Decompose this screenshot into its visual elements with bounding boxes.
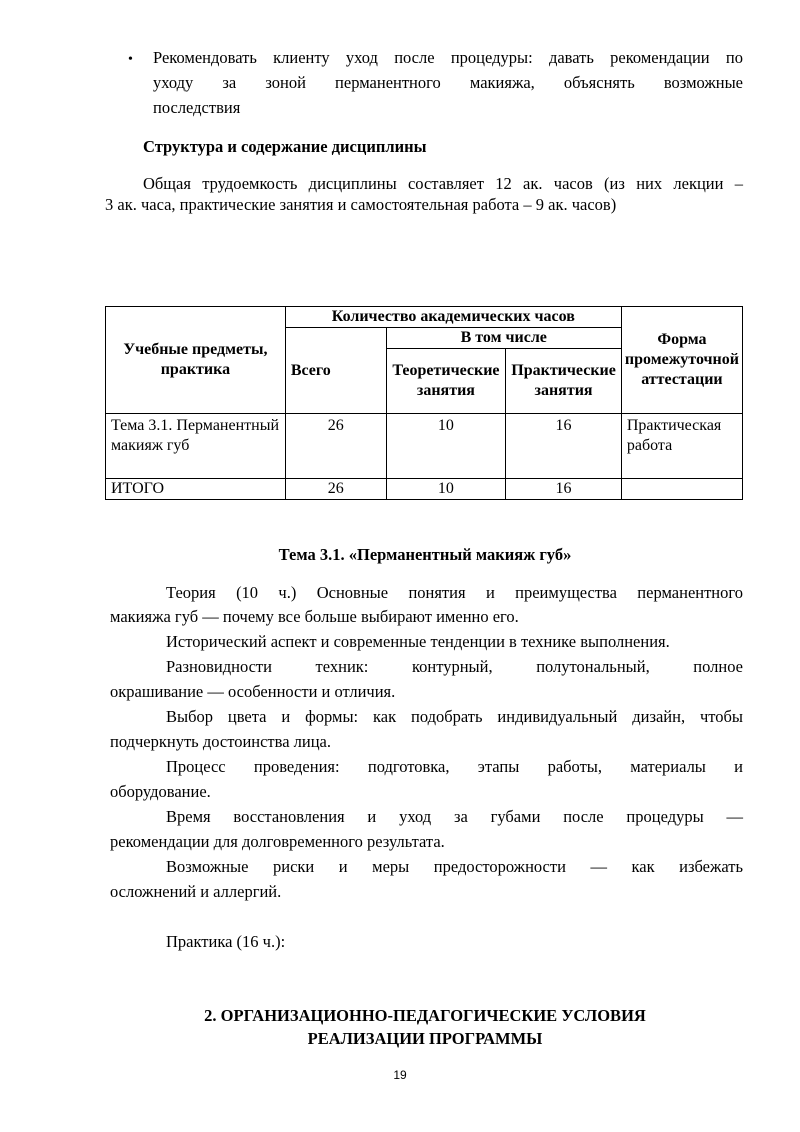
header-including: В том числе	[386, 328, 621, 349]
theory-p4-line2: подчеркнуть достоинства лица.	[110, 732, 332, 751]
practice-heading: Практика (16 ч.):	[166, 932, 286, 951]
bullet-text-line-2: уходу за зоной перманентного макияжа, объяснять возможные	[153, 73, 743, 92]
row-subject: Тема 3.1. Перманентный макияж губ	[106, 414, 286, 479]
total-form	[621, 479, 742, 500]
theory-p1-line2: макияжа губ — почему все больше выбирают именно его.	[110, 607, 519, 626]
header-total: Всего	[285, 328, 386, 414]
row-form: Практическая работа	[621, 414, 742, 479]
total-practice: 16	[506, 479, 622, 500]
theory-p7-line1: Возможные риски и меры предосторожности — как избежать	[166, 857, 743, 876]
bullet-text-line-1: Рекомендовать клиенту уход после процедуры: давать рекомендации по	[153, 48, 743, 67]
theory-p1-line1: Теория (10 ч.) Основные понятия и преимущества перманентного	[166, 583, 743, 602]
total-theory: 10	[386, 479, 506, 500]
page-number: 19	[393, 1068, 407, 1082]
workload-line-2: 3 ак. часа, практические занятия и самостоятельная работа – 9 ак. часов)	[105, 195, 617, 214]
bullet-text-line-3: последствия	[153, 98, 241, 117]
structure-heading: Структура и содержание дисциплины	[143, 137, 427, 156]
theory-p6-line1: Время восстановления и уход за губами после процедуры —	[166, 807, 743, 826]
header-theory: Теоретические занятия	[386, 349, 506, 414]
bullet-marker: •	[128, 52, 133, 67]
topic-heading: Тема 3.1. «Перманентный макияж губ»	[278, 545, 572, 564]
table-row-total	[106, 479, 743, 500]
total-total: 26	[285, 479, 386, 500]
theory-p4-line1: Выбор цвета и формы: как подобрать индивидуальный дизайн, чтобы	[166, 707, 743, 726]
header-subjects: Учебные предметы, практика	[106, 307, 286, 414]
theory-p2-line1: Исторический аспект и современные тенденции в технике выполнения.	[166, 632, 670, 651]
header-form: Форма промежуточной аттестации	[621, 307, 742, 414]
theory-p3-line2: окрашивание — особенности и отличия.	[110, 682, 396, 701]
theory-p3-line1: Разновидности техник: контурный, полутональный, полное	[166, 657, 743, 676]
total-label: ИТОГО	[106, 479, 286, 500]
theory-p6-line2: рекомендации для долговременного результата.	[110, 832, 445, 851]
row-total: 26	[285, 414, 386, 479]
theory-p5-line1: Процесс проведения: подготовка, этапы работы, материалы и	[166, 757, 743, 776]
table-row	[106, 414, 743, 479]
section-heading-line-2: РЕАЛИЗАЦИИ ПРОГРАММЫ	[307, 1029, 543, 1048]
theory-p5-line2: оборудование.	[110, 782, 211, 801]
row-theory: 10	[386, 414, 506, 479]
section-heading-line-1: 2. ОРГАНИЗАЦИОННО-ПЕДАГОГИЧЕСКИЕ УСЛОВИЯ	[204, 1006, 646, 1025]
header-hours: Количество академических часов	[285, 307, 621, 328]
workload-line-1: Общая трудоемкость дисциплины составляет 12 ак. часов (из них лекции –	[143, 174, 743, 193]
row-practice: 16	[506, 414, 622, 479]
theory-p7-line2: осложнений и аллергий.	[110, 882, 282, 901]
hours-table	[105, 306, 743, 500]
header-practice: Практические занятия	[506, 349, 622, 414]
